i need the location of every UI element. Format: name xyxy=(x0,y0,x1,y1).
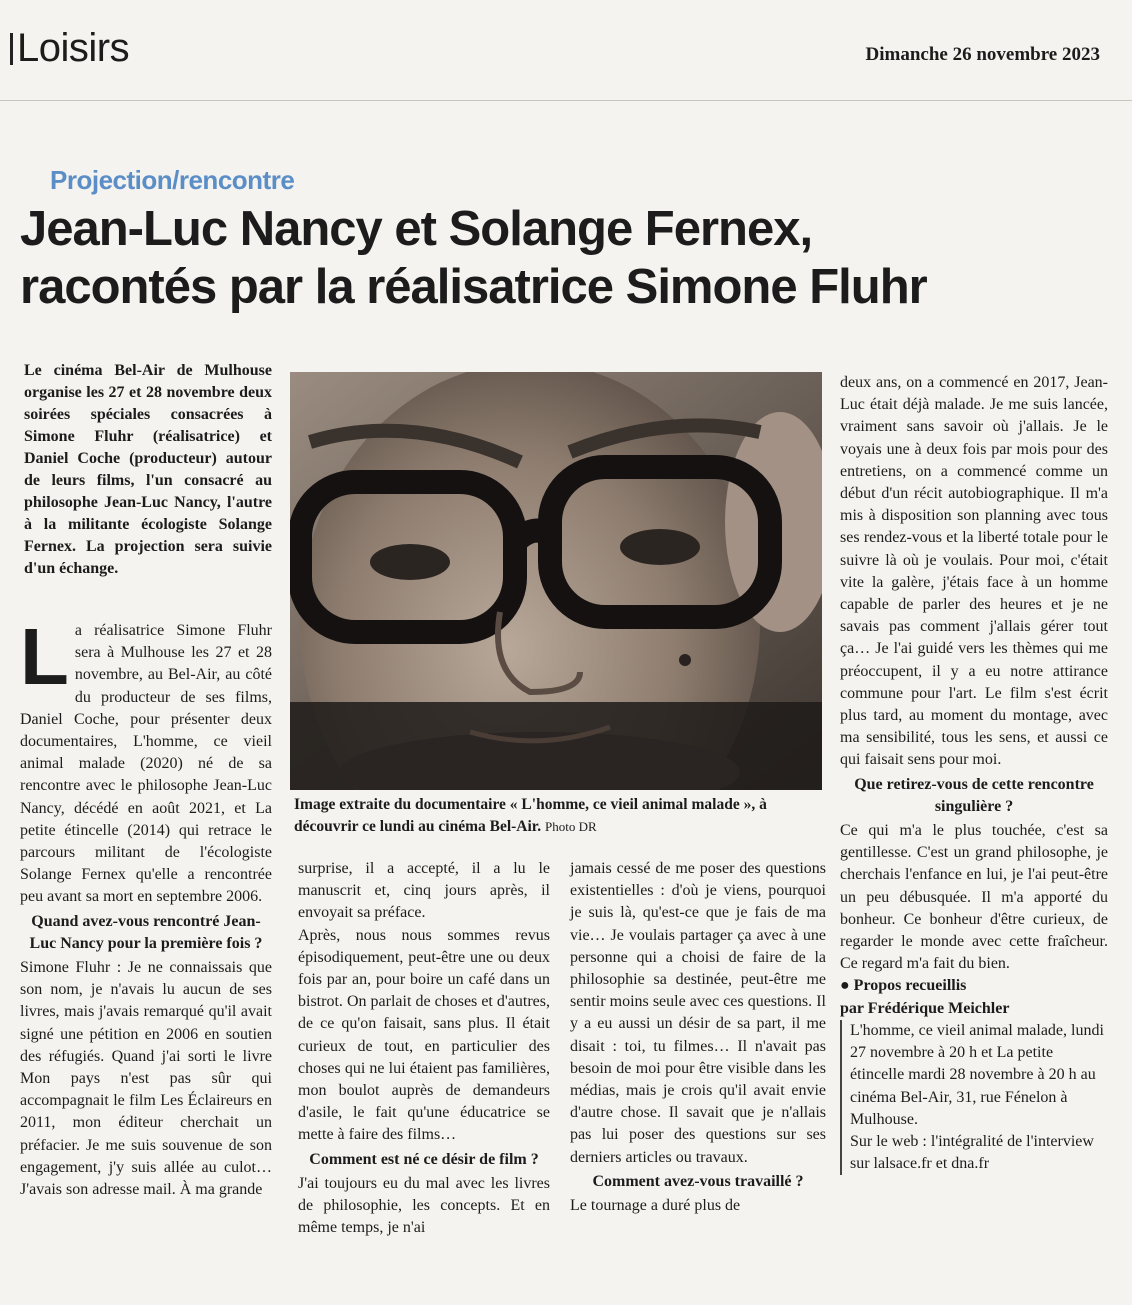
question-4: Que retirez-vous de cette rencontre singulière ? xyxy=(854,775,1094,815)
col3-paragraph-2: Le tournage a duré plus de xyxy=(570,1197,741,1215)
answer-1: Simone Fluhr : Je ne connaissais que son nom, je n'avais lu aucun de ses livres, mais j'avais remarqué qu'il avait signé une pétition en 2006 en soutien des réfugiés. Quand j'ai sorti le livre Mon pays n'est pas sûr qui accompagnait le film Les Éclaireurs en 2011, mon éditeur cherchait un préfacier. Je me suis souvenue de son engagement, j'y suis allée au culot… J'avais son adresse mail. À ma grande xyxy=(20,959,272,1199)
question-1: Quand avez-vous rencontré Jean-Luc Nancy pour la première fois ? xyxy=(29,912,263,952)
column-2 xyxy=(298,858,550,1239)
column-3 xyxy=(570,858,826,1217)
headline-line-2: racontés par la réalisatrice Simone Fluhr xyxy=(20,260,927,314)
column-4 xyxy=(840,372,1108,1175)
col3-paragraph-1: jamais cessé de me poser des questions existentielles : d'où je viens, pourquoi je suis là, qu'est-ce que je fais de ma vie… Je voulais partager ça avec à une personne qui a choisi de faire de la philosophie sa destinée, peut-être me sentir moins seule avec ces questions. Il y a eu aussi un désir de sa part, il me disait : toi, tu filmes… Il n'avait pas besoin de moi pour être visible dans les médias, mais je crois qu'il avait envie d'autre chose. Il savait que je n'allais pas lui poser des questions sur ses derniers articles ou travaux. xyxy=(570,860,826,1166)
article-photo xyxy=(290,372,822,790)
author-signature xyxy=(840,975,1108,1019)
col2-paragraph-3: J'ai toujours eu du mal avec les livres de philosophie, les concepts. Et en même temps, je n'ai xyxy=(298,1174,550,1237)
col2-paragraph-1: surprise, il a accepté, il a lu le manuscrit et, cinq jours après, il envoyait sa préface. xyxy=(298,860,550,922)
web-info: Sur le web : l'intégralité de l'interview sur lalsace.fr et dna.fr xyxy=(840,1131,1108,1175)
col2-paragraph-2: Après, nous nous sommes revus épisodiquement, peut-être une ou deux fois par an, pour boire un café dans un bistrot. On parlait de choses et d'autres, de ce qu'on faisait, sans plus. Il était curieux de tout, en particulier des choses qui ne lui étaient pas familières, mon boulot auprès de demandeurs d'asile, le fait qu'une éducatrice se mette à faire des films… xyxy=(298,926,550,1144)
header-divider xyxy=(0,100,1132,101)
section-bar xyxy=(10,33,13,65)
col4-paragraph-1: deux ans, on a commencé en 2017, Jean-Luc était déjà malade. Je me suis lancée, vraiment sans savoir où j'allais. Je le voyais une à deux fois par mois pour des entretiens, on a commencé comme un début d'un récit autobiographique. Il m'a mis à disposition son planning avec tous ses rendez-vous et la liberté totale pour le suivre là où je voulais. Pour moi, c'était vite la galère, j'étais face à un homme capable de parler des heures et je ne savais pas comment j'allais gérer tout ça… Je l'ai guidé vers les thèmes qui me préoccupent, il y a eu notre attirance commune pour l'art. Le film s'est écrit plus tard, au moment du montage, avec ma sensibilité, tous les sens, et aussi ce qui faisait sens pour moi. xyxy=(840,374,1108,769)
section-label: Loisirs xyxy=(17,26,130,70)
signature-line-2: par Frédérique Meichler xyxy=(840,999,1010,1017)
question-2: Comment est né ce désir de film ? xyxy=(309,1150,539,1168)
column-1 xyxy=(20,612,272,1201)
photo-credit: Photo DR xyxy=(545,819,597,834)
portrait-illustration xyxy=(290,372,822,790)
signature-line-1: ● Propos recueillis xyxy=(840,977,967,995)
article-kicker: Projection/rencontre xyxy=(50,165,295,195)
col4-paragraph-2: Ce qui m'a le plus touchée, c'est sa gentillesse. C'est un grand philosophe, je cherchais l'enfance en lui, je l'ai peut-être un peu débusquée. Il m'a apporté du bonheur. Ce bonheur d'être curieux, de regarder le monde avec cette fraîcheur. Ce regard m'a fait du bien. xyxy=(840,822,1108,973)
section-title xyxy=(10,26,129,71)
article-headline xyxy=(20,200,1120,316)
photo-caption xyxy=(294,794,826,838)
intro-text: a réalisatrice Simone Fluhr sera à Mulhouse les 27 et 28 novembre, au Bel-Air, au côté du producteur de ses films, Daniel Coche, pour présenter deux documentaires, L'homme, ce vieil animal malade (2020) né de sa rencontre avec le philosophe Jean-Luc Nancy, décédé en août 2021, et La petite étincelle (2014) qui retrace le parcours militant de l'écologiste Solange Fernex qu'elle a rencontrée peu avant sa mort en septembre 2006. xyxy=(20,622,272,906)
headline-line-1: Jean-Luc Nancy et Solange Fernex, xyxy=(20,202,813,256)
intro-paragraph xyxy=(20,612,272,909)
screening-info: L'homme, ce vieil animal malade, lundi 27 novembre à 20 h et La petite étincelle mardi 28 novembre à 20 h au cinéma Bel-Air, 31, rue Fénelon à Mulhouse. xyxy=(840,1020,1108,1131)
issue-date: Dimanche 26 novembre 2023 xyxy=(865,44,1100,65)
caption-text: Image extraite du documentaire « L'homme, ce vieil animal malade », à découvrir ce lundi au cinéma Bel-Air. xyxy=(294,796,767,835)
drop-cap: L xyxy=(20,612,69,701)
article-lead: Le cinéma Bel-Air de Mulhouse organise les 27 et 28 novembre deux soirées spéciales consacrées à Simone Fluhr (réalisatrice) et Daniel Coche (producteur) autour de leurs films, l'un consacré au philosophe Jean-Luc Nancy, l'autre à la militante écologiste Solange Fernex. La projection sera suivie d'un échange. xyxy=(24,362,272,577)
question-3: Comment avez-vous travaillé ? xyxy=(592,1172,804,1190)
